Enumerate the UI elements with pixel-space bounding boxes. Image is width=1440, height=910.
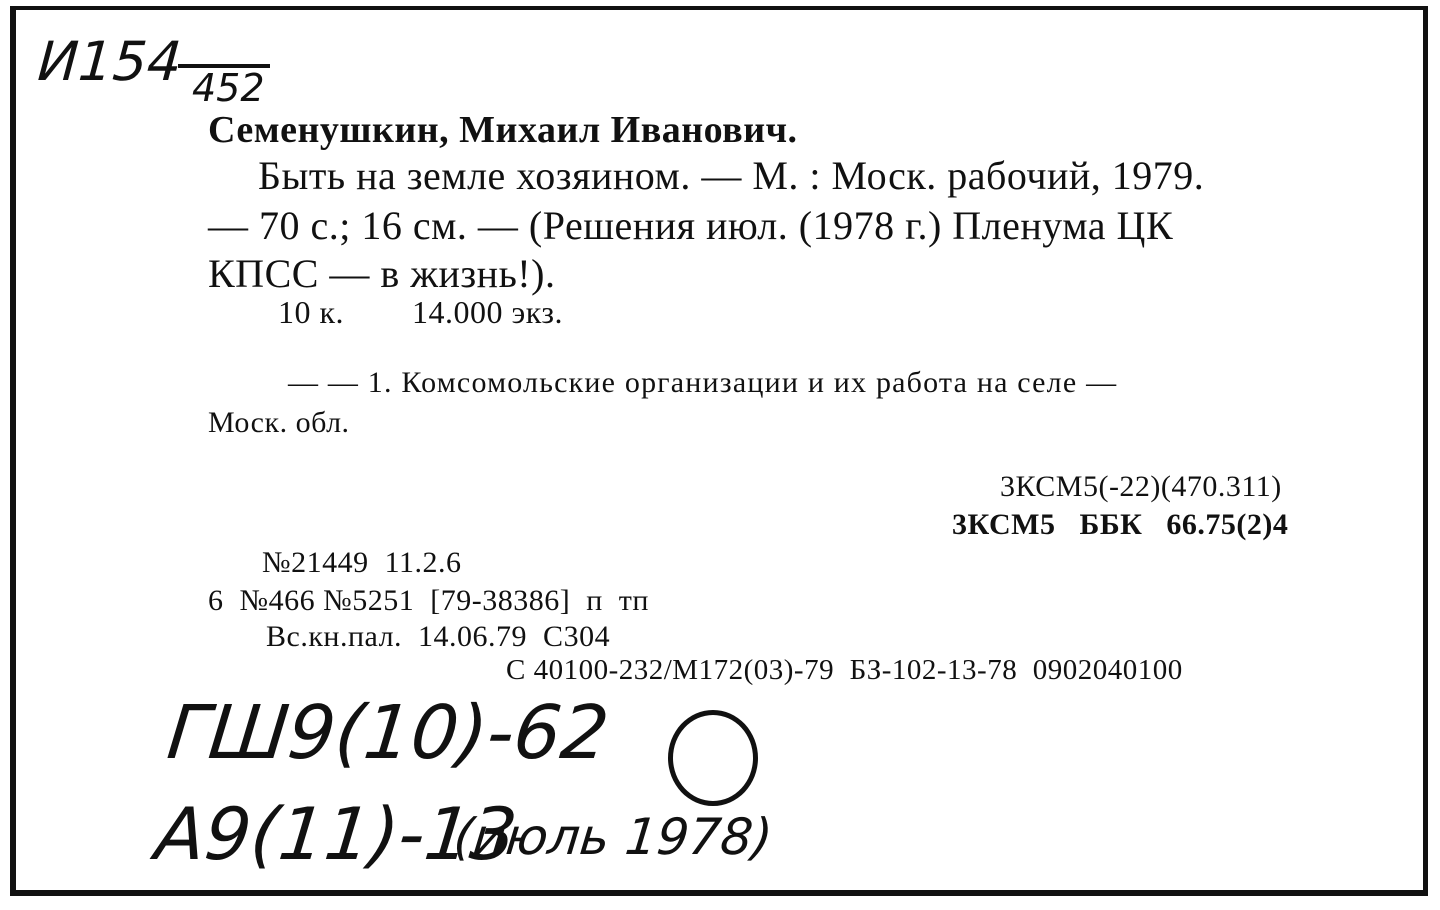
subject-heading-line-1: — — 1. Комсомольские организации и их работа на селе — xyxy=(288,366,1118,399)
price: 10 к. xyxy=(278,294,345,330)
classification-line-2: 3КСМ5 ББК 66.75(2)4 xyxy=(952,508,1289,541)
title-line-2: — 70 с.; 16 см. — (Решения июл. (1978 г.) Пленума ЦК xyxy=(208,203,1174,248)
handwritten-code-line-1: ГШ9(10)-62 xyxy=(163,690,613,776)
record-line-4: С 40100-232/М172(03)-79 БЗ-102-13-78 0902040100 xyxy=(506,654,1183,686)
author-heading: Семенушкин, Михаил Иванович. xyxy=(208,109,798,151)
handwritten-code-paren: (июль 1978) xyxy=(450,808,776,866)
title-line-3: КПСС — в жизнь!). xyxy=(208,251,556,296)
handwritten-call-number: И154 xyxy=(35,30,184,93)
handwritten-code-line-2: А9(11)-13 xyxy=(151,792,521,876)
title-line-1: Быть на земле хозяином. — М. : Моск. рабочий, 1979. xyxy=(258,153,1205,198)
handwritten-circle-mark xyxy=(668,710,758,806)
record-line-1: №21449 11.2.6 xyxy=(262,546,462,579)
record-line-2: 6 №466 №5251 [79-38386] п тп xyxy=(208,584,649,617)
classification-line-1: 3КСМ5(-22)(470.311) xyxy=(1000,470,1282,503)
copies: 14.000 экз. xyxy=(412,294,563,330)
handwritten-sub-number: 452 xyxy=(192,66,265,110)
subject-heading-line-2: Моск. обл. xyxy=(208,406,350,439)
record-line-3: Вс.кн.пал. 14.06.79 С304 xyxy=(266,620,611,653)
